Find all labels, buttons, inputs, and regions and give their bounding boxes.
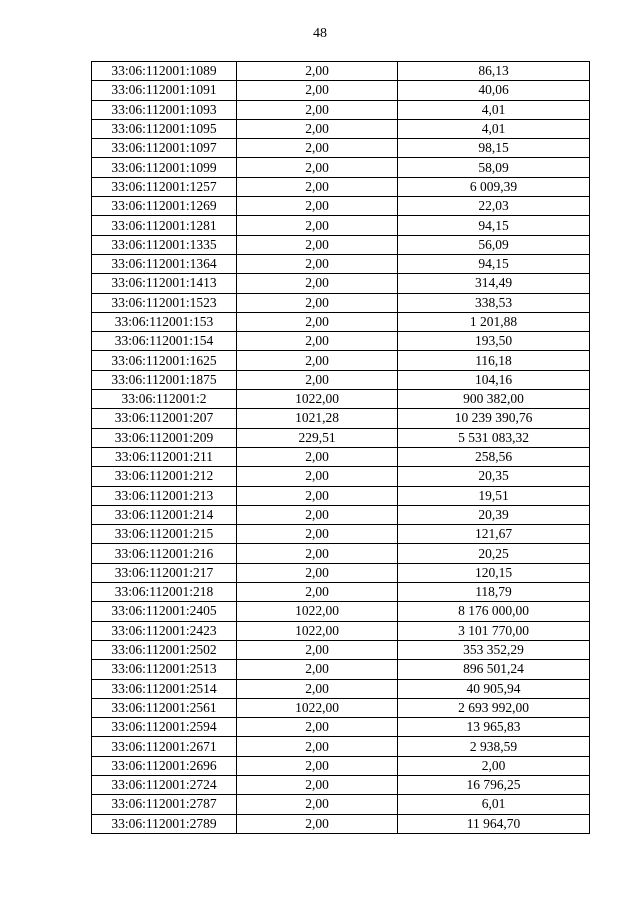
cadastral-number-cell: 33:06:112001:2787 <box>92 795 237 814</box>
cadastral-number-cell: 33:06:112001:2671 <box>92 737 237 756</box>
cadastral-number-cell: 33:06:112001:2696 <box>92 756 237 775</box>
value-cell: 3 101 770,00 <box>398 621 590 640</box>
cadastral-number-cell: 33:06:112001:211 <box>92 447 237 466</box>
table-row <box>92 621 590 640</box>
value-cell: 10 239 390,76 <box>398 409 590 428</box>
cadastral-number-cell: 33:06:112001:1099 <box>92 158 237 177</box>
value-cell: 56,09 <box>398 235 590 254</box>
table-row <box>92 756 590 775</box>
rate-cell: 2,00 <box>237 795 398 814</box>
cadastral-number-cell: 33:06:112001:2423 <box>92 621 237 640</box>
rate-cell: 2,00 <box>237 679 398 698</box>
cadastral-number-cell: 33:06:112001:1875 <box>92 370 237 389</box>
cadastral-number-cell: 33:06:112001:1091 <box>92 81 237 100</box>
value-cell: 94,15 <box>398 254 590 273</box>
cadastral-number-cell: 33:06:112001:2594 <box>92 718 237 737</box>
cadastral-number-cell: 33:06:112001:154 <box>92 332 237 351</box>
rate-cell: 1022,00 <box>237 621 398 640</box>
cadastral-number-cell: 33:06:112001:2514 <box>92 679 237 698</box>
value-cell: 2 938,59 <box>398 737 590 756</box>
rate-cell: 229,51 <box>237 428 398 447</box>
page-number: 48 <box>313 26 327 41</box>
value-cell: 13 965,83 <box>398 718 590 737</box>
value-cell: 118,79 <box>398 583 590 602</box>
table-row <box>92 351 590 370</box>
table-row <box>92 679 590 698</box>
table-row <box>92 81 590 100</box>
value-cell: 4,01 <box>398 100 590 119</box>
cadastral-number-cell: 33:06:112001:216 <box>92 544 237 563</box>
cadastral-number-cell: 33:06:112001:215 <box>92 525 237 544</box>
rate-cell: 2,00 <box>237 332 398 351</box>
table-row <box>92 640 590 659</box>
cadastral-number-cell: 33:06:112001:217 <box>92 563 237 582</box>
cadastral-number-cell: 33:06:112001:1281 <box>92 216 237 235</box>
cadastral-number-cell: 33:06:112001:1097 <box>92 139 237 158</box>
table-row <box>92 409 590 428</box>
table-row <box>92 197 590 216</box>
cadastral-number-cell: 33:06:112001:1413 <box>92 274 237 293</box>
table-row <box>92 660 590 679</box>
value-cell: 2,00 <box>398 756 590 775</box>
value-cell: 6 009,39 <box>398 177 590 196</box>
value-cell: 896 501,24 <box>398 660 590 679</box>
cadastral-number-cell: 33:06:112001:209 <box>92 428 237 447</box>
data-table <box>91 61 590 834</box>
rate-cell: 2,00 <box>237 62 398 81</box>
value-cell: 900 382,00 <box>398 390 590 409</box>
table-row <box>92 100 590 119</box>
rate-cell: 2,00 <box>237 370 398 389</box>
cadastral-number-cell: 33:06:112001:2502 <box>92 640 237 659</box>
value-cell: 40 905,94 <box>398 679 590 698</box>
table-row <box>92 254 590 273</box>
rate-cell: 2,00 <box>237 81 398 100</box>
value-cell: 2 693 992,00 <box>398 698 590 717</box>
rate-cell: 2,00 <box>237 775 398 794</box>
table-row <box>92 795 590 814</box>
rate-cell: 2,00 <box>237 467 398 486</box>
table-row <box>92 698 590 717</box>
rate-cell: 2,00 <box>237 254 398 273</box>
value-cell: 94,15 <box>398 216 590 235</box>
table-row <box>92 216 590 235</box>
rate-cell: 2,00 <box>237 312 398 331</box>
table-row <box>92 158 590 177</box>
rate-cell: 2,00 <box>237 505 398 524</box>
rate-cell: 2,00 <box>237 718 398 737</box>
cadastral-number-cell: 33:06:112001:212 <box>92 467 237 486</box>
table-row <box>92 312 590 331</box>
table-row <box>92 775 590 794</box>
rate-cell: 1022,00 <box>237 698 398 717</box>
cadastral-number-cell: 33:06:112001:213 <box>92 486 237 505</box>
rate-cell: 2,00 <box>237 158 398 177</box>
rate-cell: 2,00 <box>237 486 398 505</box>
value-cell: 20,25 <box>398 544 590 563</box>
cadastral-number-cell: 33:06:112001:1625 <box>92 351 237 370</box>
cadastral-number-cell: 33:06:112001:1093 <box>92 100 237 119</box>
value-cell: 11 964,70 <box>398 814 590 833</box>
rate-cell: 1022,00 <box>237 602 398 621</box>
value-cell: 16 796,25 <box>398 775 590 794</box>
value-cell: 86,13 <box>398 62 590 81</box>
value-cell: 193,50 <box>398 332 590 351</box>
table-row <box>92 718 590 737</box>
value-cell: 116,18 <box>398 351 590 370</box>
value-cell: 121,67 <box>398 525 590 544</box>
value-cell: 98,15 <box>398 139 590 158</box>
rate-cell: 2,00 <box>237 447 398 466</box>
rate-cell: 2,00 <box>237 640 398 659</box>
table-row <box>92 563 590 582</box>
rate-cell: 2,00 <box>237 235 398 254</box>
rate-cell: 2,00 <box>237 293 398 312</box>
value-cell: 258,56 <box>398 447 590 466</box>
table-row <box>92 583 590 602</box>
table-row <box>92 467 590 486</box>
cadastral-number-cell: 33:06:112001:2789 <box>92 814 237 833</box>
value-cell: 314,49 <box>398 274 590 293</box>
table-row <box>92 293 590 312</box>
value-cell: 20,39 <box>398 505 590 524</box>
cadastral-number-cell: 33:06:112001:1523 <box>92 293 237 312</box>
table-row <box>92 486 590 505</box>
table-row <box>92 390 590 409</box>
rate-cell: 2,00 <box>237 525 398 544</box>
cadastral-number-cell: 33:06:112001:1269 <box>92 197 237 216</box>
cadastral-number-cell: 33:06:112001:2 <box>92 390 237 409</box>
table-row <box>92 119 590 138</box>
cadastral-number-cell: 33:06:112001:1089 <box>92 62 237 81</box>
value-cell: 22,03 <box>398 197 590 216</box>
rate-cell: 1021,28 <box>237 409 398 428</box>
rate-cell: 1022,00 <box>237 390 398 409</box>
value-cell: 4,01 <box>398 119 590 138</box>
cadastral-number-cell: 33:06:112001:214 <box>92 505 237 524</box>
cadastral-number-cell: 33:06:112001:2724 <box>92 775 237 794</box>
cadastral-number-cell: 33:06:112001:207 <box>92 409 237 428</box>
cadastral-number-cell: 33:06:112001:1095 <box>92 119 237 138</box>
rate-cell: 2,00 <box>237 814 398 833</box>
table-body <box>92 62 590 834</box>
cadastral-number-cell: 33:06:112001:1257 <box>92 177 237 196</box>
table-row <box>92 544 590 563</box>
table-row <box>92 274 590 293</box>
rate-cell: 2,00 <box>237 100 398 119</box>
value-cell: 5 531 083,32 <box>398 428 590 447</box>
table-row <box>92 332 590 351</box>
table-row <box>92 447 590 466</box>
value-cell: 19,51 <box>398 486 590 505</box>
rate-cell: 2,00 <box>237 583 398 602</box>
value-cell: 1 201,88 <box>398 312 590 331</box>
rate-cell: 2,00 <box>237 563 398 582</box>
cadastral-number-cell: 33:06:112001:218 <box>92 583 237 602</box>
rate-cell: 2,00 <box>237 351 398 370</box>
table-row <box>92 139 590 158</box>
rate-cell: 2,00 <box>237 274 398 293</box>
table-row <box>92 235 590 254</box>
cadastral-number-cell: 33:06:112001:2405 <box>92 602 237 621</box>
cadastral-number-cell: 33:06:112001:1364 <box>92 254 237 273</box>
table-row <box>92 428 590 447</box>
table-row <box>92 737 590 756</box>
rate-cell: 2,00 <box>237 197 398 216</box>
rate-cell: 2,00 <box>237 544 398 563</box>
table-row <box>92 370 590 389</box>
value-cell: 8 176 000,00 <box>398 602 590 621</box>
rate-cell: 2,00 <box>237 216 398 235</box>
rate-cell: 2,00 <box>237 756 398 775</box>
value-cell: 353 352,29 <box>398 640 590 659</box>
cadastral-number-cell: 33:06:112001:153 <box>92 312 237 331</box>
rate-cell: 2,00 <box>237 737 398 756</box>
table-row <box>92 602 590 621</box>
rate-cell: 2,00 <box>237 660 398 679</box>
value-cell: 338,53 <box>398 293 590 312</box>
cadastral-number-cell: 33:06:112001:2561 <box>92 698 237 717</box>
table-row <box>92 814 590 833</box>
value-cell: 6,01 <box>398 795 590 814</box>
table-row <box>92 505 590 524</box>
table-row <box>92 62 590 81</box>
table-row <box>92 525 590 544</box>
value-cell: 120,15 <box>398 563 590 582</box>
value-cell: 104,16 <box>398 370 590 389</box>
value-cell: 58,09 <box>398 158 590 177</box>
rate-cell: 2,00 <box>237 119 398 138</box>
value-cell: 40,06 <box>398 81 590 100</box>
table-row <box>92 177 590 196</box>
rate-cell: 2,00 <box>237 177 398 196</box>
cadastral-number-cell: 33:06:112001:1335 <box>92 235 237 254</box>
cadastral-number-cell: 33:06:112001:2513 <box>92 660 237 679</box>
rate-cell: 2,00 <box>237 139 398 158</box>
value-cell: 20,35 <box>398 467 590 486</box>
